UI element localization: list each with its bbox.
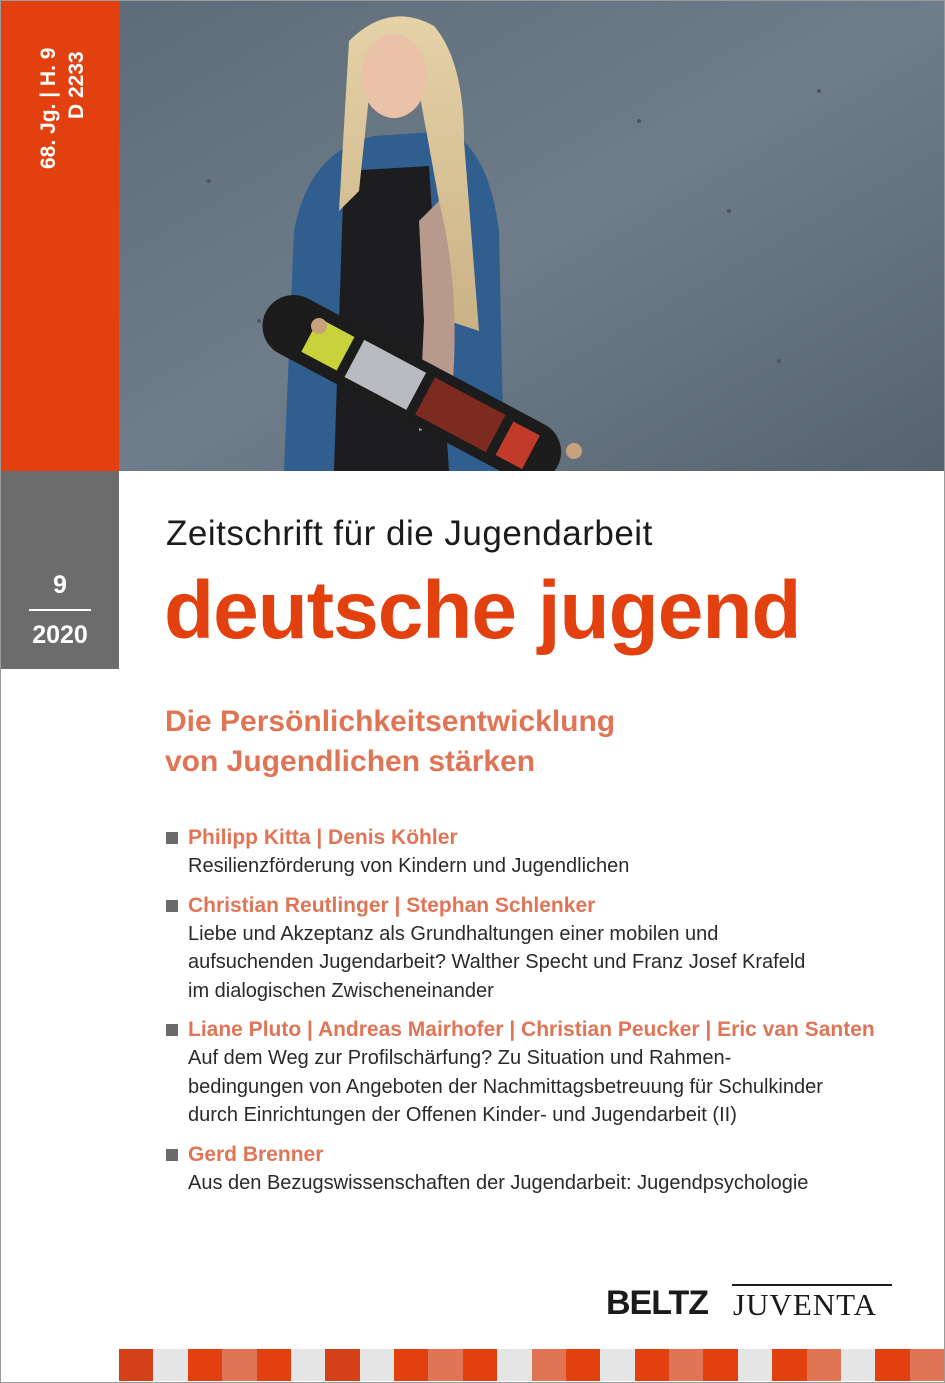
strip-block [497,1349,531,1381]
color-strip [119,1349,944,1381]
issue-divider [29,609,91,611]
issue-year: 2020 [32,621,88,649]
square-bullet-icon [166,1149,178,1161]
toc-authors: Gerd Brenner [188,1142,324,1166]
toc-authors: Christian Reutlinger | Stephan Schlenker [188,893,596,917]
strip-block [325,1349,359,1381]
headline-line-1: Die Persönlichkeitsentwicklung [165,705,616,738]
publisher-beltz: BELTZ [606,1284,709,1322]
strip-block [222,1349,256,1381]
strip-block [257,1349,291,1381]
strip-block [566,1349,600,1381]
square-bullet-icon [166,900,178,912]
issue-number: 9 [53,571,67,599]
journal-subtitle: Zeitschrift für die Jugendarbeit [166,514,653,553]
toc-authors: Philipp Kitta | Denis Köhler [188,826,458,849]
strip-block [463,1349,497,1381]
spine-code: D 2233 [65,51,88,119]
toc-item [166,892,926,1006]
strip-block [669,1349,703,1381]
strip-block [428,1349,462,1381]
strip-block [394,1349,428,1381]
strip-block [153,1349,187,1381]
toc-title: Auf dem Weg zur Profilschärfung? Zu Situation und Rahmen- bedingungen von Angeboten der Nachmittagsbetreuung für Schulkinder durch Einrichtungen der Offenen Kinder- und Jugendarbeit (II) [188,1047,823,1126]
strip-block [910,1349,944,1381]
strip-block [291,1349,325,1381]
journal-title: deutsche jugend [164,565,801,656]
headline-line-2: von Jugendlichen stärken [165,745,536,778]
issue-box [1,471,119,669]
toc-title: Liebe und Akzeptanz als Grundhaltungen einer mobilen und aufsuchenden Jugendarbeit? Walther Specht und Franz Josef Krafeld im dialogischen Zwischeneinander [188,922,806,1002]
toc-authors: Liane Pluto | Andreas Mairhofer | Christian Peucker | Eric van Santen [188,1018,875,1041]
spine-text [29,31,89,181]
photo-illustration [119,1,944,471]
strip-block [600,1349,634,1381]
publisher-juventa: JUVENTA [733,1287,878,1322]
strip-block [635,1349,669,1381]
cover-photo [119,1,944,471]
publisher-logo [606,1283,896,1323]
strip-block [875,1349,909,1381]
strip-block [119,1349,153,1381]
spine-band [1,1,119,471]
spine-volume-issue: 68. Jg. | H. 9 [37,47,60,169]
square-bullet-icon [166,1024,178,1036]
strip-block [532,1349,566,1381]
toc-item [166,824,926,881]
issue-headline [165,702,615,782]
strip-block [703,1349,737,1381]
toc-item [166,1016,926,1130]
strip-block [188,1349,222,1381]
toc-title: Aus den Bezugswissenschaften der Jugendarbeit: Jugendpsychologie [188,1171,809,1194]
toc-item [166,1141,926,1198]
strip-block [841,1349,875,1381]
square-bullet-icon [166,832,178,844]
strip-block [772,1349,806,1381]
strip-block [738,1349,772,1381]
strip-block [807,1349,841,1381]
strip-block [360,1349,394,1381]
toc-title: Resilienzförderung von Kindern und Jugendlichen [188,855,630,877]
table-of-contents [166,824,926,1208]
